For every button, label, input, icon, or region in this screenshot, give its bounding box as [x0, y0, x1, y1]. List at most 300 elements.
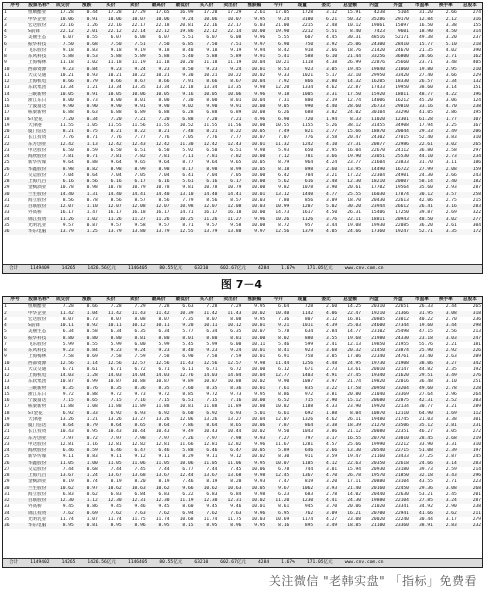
table-cell: 151 — [472, 85, 481, 91]
table-cell: 22.16 — [107, 22, 122, 28]
stock-name: S前锋 — [27, 29, 51, 35]
table-cell: 10.00 — [251, 185, 266, 191]
table-cell: 342 — [458, 361, 482, 367]
table-cell: 13.68 — [123, 473, 147, 479]
stock-name: 上海机电 — [27, 373, 51, 379]
table-cell: 18.90 — [410, 29, 434, 35]
table-cell: 14.41 — [123, 192, 147, 198]
table-cell: 11.19 — [131, 60, 146, 66]
table-cell: 13.79 — [195, 229, 219, 235]
column-header[interactable]: 现量 — [290, 297, 314, 304]
table-cell: 9.19 — [134, 47, 146, 53]
table-cell: 3.03 — [434, 336, 458, 342]
table-cell: 6.63 — [182, 304, 194, 310]
table-cell: 1.31 — [75, 192, 99, 198]
column-header[interactable]: 外盘 — [386, 297, 410, 304]
table-cell: 21.44 — [338, 54, 362, 60]
table-cell: 15.12 — [338, 398, 362, 404]
table-cell: 9.24 — [123, 348, 147, 354]
footer-stat: 4284 — [258, 560, 270, 565]
column-header[interactable]: 买入价 — [195, 3, 219, 10]
table-cell: 1.16 — [86, 441, 98, 447]
table-cell: 22.61 — [410, 142, 434, 148]
table-cell: 1230 — [290, 498, 314, 504]
stock-name: 恒顺醋业 — [27, 10, 47, 16]
column-header[interactable]: 成交价 — [51, 3, 75, 10]
table-cell: 11.26 — [99, 217, 123, 223]
table-cell: 3.20 — [445, 35, 457, 41]
table-cell: 20010 — [371, 366, 385, 372]
table-cell: 8.20 — [230, 479, 242, 485]
table-cell: 283 — [458, 204, 482, 210]
table-cell: 2215 — [302, 22, 314, 28]
table-cell: 10.03 — [242, 204, 266, 210]
table-cell: 197 — [458, 448, 482, 454]
table-cell: 22.18 — [155, 22, 170, 28]
table-cell: 1.10 — [75, 204, 99, 210]
row-index: 10 — [3, 361, 27, 367]
table-cell: 44.10 — [410, 154, 434, 160]
table-cell: 6.21 — [314, 17, 338, 23]
table-cell: 9.11 — [110, 454, 122, 460]
table-cell: 5.02 — [314, 204, 338, 210]
table-cell: 0.76 — [75, 386, 99, 392]
stock-name: 宏达股份 — [27, 316, 47, 322]
table-cell: 3.93 — [314, 486, 338, 492]
table-cell: 17.05 — [275, 10, 290, 16]
table-cell: 21620 — [386, 373, 410, 379]
column-header[interactable]: 股票名称* — [28, 3, 50, 8]
table-cell: 22986 — [386, 142, 410, 148]
table-cell: 1.14 — [75, 361, 99, 367]
table-cell: 2.60 — [314, 167, 338, 173]
column-header[interactable]: 卖出价 — [218, 297, 242, 304]
column-header[interactable]: 今开 — [266, 297, 290, 304]
table-cell: 0.86 — [86, 504, 98, 510]
table-cell: 16.81 — [347, 316, 362, 322]
table-cell: 14.40 — [195, 192, 219, 198]
table-cell: 4.41 — [314, 498, 338, 504]
table-cell: 29170 — [386, 17, 410, 23]
table-cell: 25.03 — [338, 323, 362, 329]
table-cell: 6.16 — [195, 179, 219, 185]
table-cell: 31455 — [371, 122, 385, 128]
stock-name: 三峡新材 — [27, 386, 51, 392]
stock-name: 兰生股份 — [27, 486, 51, 492]
column-header[interactable]: 涨跌 — [75, 297, 99, 304]
table-cell: 8.80 — [99, 336, 123, 342]
column-header[interactable]: 委比 — [314, 3, 338, 10]
table-cell: 12.42 — [99, 142, 123, 148]
table-cell: 1.13 — [75, 142, 99, 148]
table-cell: 10.02 — [251, 379, 266, 385]
table-cell: 9.33 — [278, 72, 290, 78]
column-header[interactable]: 买入价 — [195, 297, 219, 304]
table-cell: 2.48 — [314, 179, 338, 185]
stock-name: 上海九百 — [27, 179, 51, 185]
table-cell: 20770 — [362, 436, 386, 442]
table-cell: 8.19 — [206, 479, 218, 485]
table-cell: 6.71 — [158, 366, 170, 372]
table-cell: 7.20 — [51, 117, 75, 123]
table-cell: 1105 — [290, 461, 314, 467]
column-header[interactable]: 序号 — [3, 297, 27, 304]
table-cell: 2.21 — [445, 341, 457, 347]
table-row[interactable] — [3, 304, 482, 311]
row-index: 31 — [4, 197, 10, 203]
stock-name: 西部资源 — [27, 67, 51, 73]
table-cell: 19880 — [362, 498, 386, 504]
table-cell: 688 — [304, 110, 314, 116]
table-cell: 23341 — [395, 504, 409, 510]
table-cell: 0.98 — [86, 185, 98, 191]
table-cell: 646 — [290, 448, 314, 454]
table-cell: 7.04 — [110, 172, 122, 178]
table-cell: 10.11 — [195, 323, 219, 329]
table-cell: 11.42 — [99, 311, 123, 317]
column-header[interactable]: 卖价 — [123, 3, 147, 10]
table-cell: 19.45 — [338, 67, 362, 73]
footer-stat: 171.05亿元 — [306, 560, 333, 565]
table-cell: 9.24 — [171, 17, 195, 23]
table-cell: 22.12 — [99, 29, 123, 35]
column-header[interactable]: 序号 — [3, 3, 27, 10]
table-cell: 52.40 — [419, 135, 433, 141]
table-cell: 1043 — [302, 429, 314, 435]
table-cell: 24302 — [371, 135, 385, 141]
table-cell: 12110 — [386, 411, 410, 417]
column-header[interactable]: 涨跌 — [75, 3, 99, 10]
table-cell: 277 — [458, 217, 482, 223]
table-cell: 31.20 — [419, 10, 433, 16]
row-index: 18 — [3, 411, 27, 417]
table-cell: 6.61 — [266, 411, 290, 417]
table-cell: 10.78 — [155, 185, 170, 191]
table-cell: 6.84 — [134, 491, 146, 497]
table-cell: 7.97 — [51, 436, 75, 442]
table-cell: 20680 — [362, 398, 386, 404]
footer-stat: 1146405 — [127, 266, 148, 271]
table-cell: 214 — [472, 466, 481, 472]
table-cell: 7.81 — [147, 154, 171, 160]
table-cell: 1087 — [302, 379, 314, 385]
table-cell: 11.75 — [227, 516, 242, 522]
table-row[interactable] — [3, 523, 482, 529]
column-header[interactable]: 现量 — [290, 3, 314, 10]
table-cell: 8.98 — [195, 167, 219, 173]
table-cell: 8.02 — [266, 336, 290, 342]
table-cell: 9.93 — [242, 436, 266, 442]
table-cell: 10.78 — [107, 185, 122, 191]
footer-stat: 63210 — [194, 266, 209, 271]
table-cell: 2.95 — [326, 147, 338, 153]
column-header[interactable]: 换手率 — [434, 3, 458, 10]
table-cell: 26.99 — [347, 60, 362, 66]
table-cell: 9.23 — [147, 348, 171, 354]
table-cell: 27015 — [395, 135, 409, 141]
table-cell: 18011 — [386, 92, 410, 98]
row-index: 33 — [4, 504, 10, 510]
table-cell: 6.83 — [206, 491, 218, 497]
table-cell: 23104 — [395, 479, 409, 485]
stock-name: 兰生股份 — [27, 192, 51, 198]
table-cell: 0.64 — [86, 172, 98, 178]
table-cell: 10.52 — [179, 122, 194, 128]
table-cell: 16.17 — [107, 210, 122, 216]
column-header[interactable]: 内盘 — [362, 3, 386, 10]
table-cell: 14490 — [362, 167, 386, 173]
table-cell: 32.18 — [410, 473, 434, 479]
table-cell: 159 — [458, 167, 482, 173]
table-cell: 13.26 — [59, 416, 74, 422]
stock-name: 百联股份 — [27, 204, 51, 210]
table-cell: 28.45 — [410, 436, 434, 442]
table-cell: 26.78 — [338, 473, 362, 479]
table-cell: 19730 — [362, 361, 386, 367]
table-cell: 5.77 — [182, 329, 194, 335]
table-cell: 10.12 — [218, 323, 242, 329]
table-cell: 945 — [304, 504, 314, 510]
stock-name: 栋梁新材 — [27, 404, 47, 410]
table-cell: 7.98 — [123, 436, 147, 442]
table-cell: 20007 — [386, 179, 410, 185]
column-header[interactable]: 涨跌幅 — [242, 3, 266, 10]
table-cell: 8.66 — [99, 79, 123, 85]
column-header[interactable]: 总股本 — [458, 297, 482, 304]
table-cell: 23506 — [386, 423, 410, 429]
table-cell: 2.81 — [434, 423, 458, 429]
table-cell: 3.09 — [326, 197, 338, 203]
footer-stat: 1.67% — [281, 266, 295, 271]
column-header[interactable]: 委比 — [314, 297, 338, 304]
column-header[interactable]: 成交价 — [51, 297, 75, 304]
table-cell: 5.10 — [434, 42, 458, 48]
table-cell: 9.98 — [242, 361, 266, 367]
column-header[interactable]: 卖价 — [123, 297, 147, 304]
table-cell: 0.83 — [86, 454, 98, 460]
table-cell: 10.06 — [51, 17, 75, 23]
table-cell: 0.69 — [75, 511, 99, 517]
table-cell: 7.51 — [218, 42, 242, 48]
table-cell: 19.47 — [347, 454, 362, 460]
table-cell: 5.17 — [326, 72, 338, 78]
table-cell: 25.90 — [410, 348, 434, 354]
row-index: 2 — [3, 17, 27, 23]
table-cell: 4.45 — [326, 35, 338, 41]
column-header[interactable]: 买价 — [99, 297, 123, 304]
table-cell: 10.01 — [251, 504, 266, 510]
table-cell: 7.76 — [62, 135, 74, 141]
table-row[interactable] — [3, 229, 482, 235]
table-cell: 12.77 — [266, 373, 290, 379]
table-cell: 11.05 — [147, 461, 171, 467]
table-cell: 2.52 — [434, 398, 458, 404]
table-cell: 6.83 — [62, 491, 74, 497]
table-cell: 11.19 — [171, 498, 195, 504]
column-header[interactable]: 总股本 — [458, 3, 482, 10]
table-cell: 10.02 — [242, 498, 266, 504]
table-cell: 5.88 — [147, 54, 171, 60]
table-cell: 20.80 — [347, 391, 362, 397]
table-cell: 8.40 — [182, 47, 194, 53]
table-cell: 7.27 — [266, 436, 290, 442]
table-cell: 5.99 — [110, 341, 122, 347]
table-cell: 9.24 — [266, 17, 290, 23]
column-header[interactable]: 最低价 — [171, 3, 195, 10]
table-cell: 298 — [458, 323, 482, 329]
table-cell: 21850 — [386, 473, 410, 479]
column-header[interactable]: 今开 — [266, 3, 290, 10]
table-cell: 9.73 — [230, 391, 242, 397]
table-cell: 8.35 — [51, 386, 75, 392]
row-index: 3 — [4, 316, 7, 322]
table-cell: 11.42 — [195, 311, 219, 317]
table-cell: 3.81 — [326, 391, 338, 397]
column-header[interactable]: 总金额 — [338, 3, 362, 10]
column-header[interactable]: 市盈率 — [410, 3, 434, 10]
table-cell: 124 — [472, 97, 481, 103]
table-cell: 2.49 — [434, 129, 458, 135]
table-cell: 9.57 — [158, 222, 170, 228]
table-cell: 10.69 — [275, 516, 290, 522]
table-cell: 12.57 — [218, 361, 242, 367]
table-cell: 9.95 — [242, 523, 266, 529]
table-cell: 1.12 — [75, 498, 99, 504]
column-header[interactable]: 总金额 — [338, 297, 362, 304]
table-cell: 7.50 — [99, 42, 123, 48]
table-cell: 14.32 — [338, 79, 362, 85]
table-cell: 15406 — [371, 210, 385, 216]
table-cell: 5.46 — [278, 341, 290, 347]
table-cell: 10.00 — [242, 154, 266, 160]
table-cell: 5104 — [397, 10, 409, 16]
table-cell: 17.50 — [338, 92, 362, 98]
table-cell: 9.64 — [206, 160, 218, 166]
table-cell: 15.91 — [347, 10, 362, 16]
table-cell: 1367 — [290, 473, 314, 479]
stock-name: 宁波富达 — [27, 104, 51, 110]
table-cell: 0.61 — [86, 366, 98, 372]
table-cell: 19850 — [371, 341, 385, 347]
table-cell: 11.55 — [203, 122, 218, 128]
table-cell: 9.45 — [110, 504, 122, 510]
table-cell: 9.66 — [171, 486, 195, 492]
row-index: 9 — [4, 354, 7, 360]
column-header[interactable]: 涨跌幅 — [242, 297, 266, 304]
table-cell: 23.71 — [419, 60, 433, 66]
table-cell: 10.43 — [203, 429, 218, 435]
table-cell: 22.63 — [338, 461, 362, 467]
table-cell: 304 — [472, 222, 481, 228]
column-header[interactable]: 内盘 — [362, 297, 386, 304]
stock-name: 东软集团 — [27, 379, 47, 385]
column-header[interactable]: 股票名称* — [28, 297, 50, 302]
table-cell: 10.40 — [266, 311, 290, 317]
table-cell: 4.77 — [314, 192, 338, 198]
table-cell: 6.46 — [195, 448, 219, 454]
table-cell: 10.11 — [251, 341, 266, 347]
table-cell: 7.63 — [123, 511, 147, 517]
table-cell: 1.77 — [434, 117, 458, 123]
table-cell: 23.90 — [347, 404, 362, 410]
table-cell: 3.48 — [445, 60, 457, 66]
table-cell: 12.13 — [347, 341, 362, 347]
table-cell: 21160 — [371, 454, 385, 460]
row-index: 32 — [3, 204, 27, 210]
table-cell: 12.42 — [195, 142, 219, 148]
table-cell: 9.20 — [171, 323, 195, 329]
table-cell: 0.69 — [86, 354, 98, 360]
table-cell: 7.04 — [62, 172, 74, 178]
table-cell: 132 — [458, 79, 482, 85]
quote-table-top — [3, 3, 482, 235]
table-cell: 167 — [472, 122, 481, 128]
table-cell: 9.72 — [110, 391, 122, 397]
table-cell: 2.70 — [445, 316, 457, 322]
table-cell: 5.41 — [266, 54, 290, 60]
table-cell: 11.43 — [123, 311, 147, 317]
table-cell: 20.06 — [347, 504, 362, 510]
table-cell: 8.00 — [158, 97, 170, 103]
table-cell: 9.65 — [230, 160, 242, 166]
table-cell: 6.84 — [230, 491, 242, 497]
table-cell: 7.58 — [158, 354, 170, 360]
row-index: 19 — [4, 416, 10, 422]
column-header[interactable]: 最高价 — [147, 3, 171, 10]
table-cell: 0.55 — [86, 341, 98, 347]
table-cell: 10.06 — [242, 423, 266, 429]
table-cell: 7.58 — [110, 354, 122, 360]
table-cell: 10.22 — [131, 72, 146, 78]
row-index: 21 — [4, 429, 10, 435]
table-cell: 5.89 — [218, 54, 242, 60]
column-header[interactable]: 买价 — [99, 3, 123, 10]
table-cell: 238 — [458, 104, 482, 110]
column-header[interactable]: 市盈率 — [410, 297, 434, 304]
table-cell: 7.62 — [51, 511, 75, 517]
table-cell: 9.95 — [254, 304, 266, 310]
column-header[interactable]: 卖出价 — [218, 3, 242, 10]
table-cell: 4.27 — [326, 516, 338, 522]
table-cell: 9.95 — [242, 461, 266, 467]
table-cell: 819 — [304, 479, 314, 485]
table-cell: 2.35 — [445, 366, 457, 372]
table-cell: 13.10 — [171, 192, 195, 198]
table-cell: 33.40 — [419, 354, 433, 360]
table-cell: 12.30 — [147, 498, 171, 504]
table-cell: 9.23 — [99, 67, 123, 73]
row-index: 12 — [3, 79, 27, 85]
table-cell: 9.89 — [182, 379, 194, 385]
row-index: 19 — [4, 122, 10, 128]
column-header[interactable]: 最低价 — [171, 297, 195, 304]
table-cell: 20.47 — [347, 135, 362, 141]
table-cell: 4.05 — [314, 229, 338, 235]
column-header[interactable]: 最高价 — [147, 297, 171, 304]
column-header[interactable]: 换手率 — [434, 297, 458, 304]
table-cell: 28.60 — [338, 104, 362, 110]
stock-name: 美丽生态 — [27, 329, 47, 335]
table-cell: 17874 — [386, 192, 410, 198]
table-row[interactable] — [3, 10, 482, 17]
table-cell: 5.78 — [278, 329, 290, 335]
table-cell: 6.42 — [278, 172, 290, 178]
stock-name: 浙江东日 — [27, 391, 47, 397]
table-cell: 7.05 — [182, 135, 194, 141]
column-header[interactable]: 外盘 — [386, 3, 410, 10]
table-cell: 9.98 — [254, 147, 266, 153]
table-cell: 1155 — [302, 122, 314, 128]
